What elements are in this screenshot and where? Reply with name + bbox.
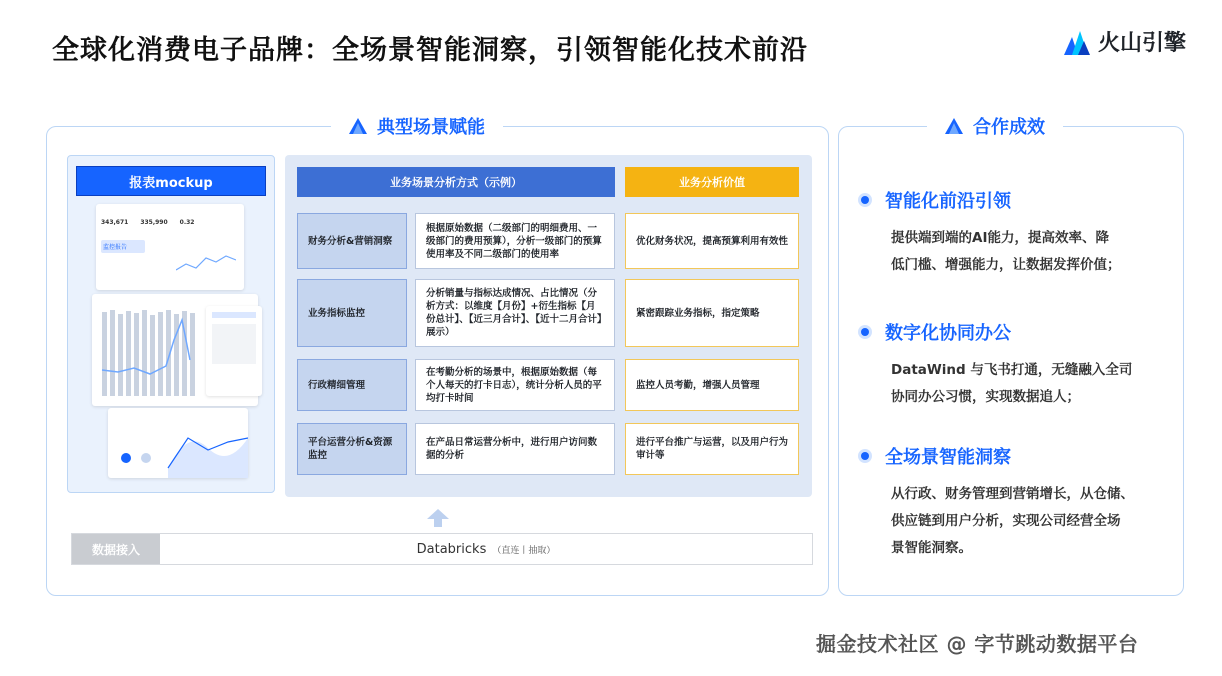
scenario-table <box>285 155 812 497</box>
page-title: 全球化消费电子品牌：全场景智能洞察，引领智能化技术前沿 <box>52 35 808 66</box>
watermark: 掘金技术社区 @ 字节跳动数据平台 <box>816 632 1139 656</box>
mockup-kpi: 343,671 <box>101 219 129 226</box>
data-source-note: （直连丨抽取） <box>492 545 556 556</box>
result-title: 智能化前沿引领 <box>885 191 1011 212</box>
result-line: 提供端到端的AI能力，提高效率、降 <box>891 230 1109 246</box>
table-header-method: 业务场景分析方式（示例） <box>297 167 615 197</box>
mockup-line-chart <box>176 250 236 280</box>
table-row-value: 监控人员考勤，增强人员管理 <box>625 359 799 411</box>
bullet-dot-icon <box>861 452 869 460</box>
volcano-mountain-icon <box>1062 27 1092 57</box>
data-intake-label: 数据接入 <box>72 534 160 564</box>
mockup-header: 报表mockup <box>76 166 266 196</box>
mockup-side-card <box>206 306 262 396</box>
mockup-badge: 监控报告 <box>101 240 145 253</box>
result-item <box>861 187 1171 279</box>
bullet-dot-icon <box>861 196 869 204</box>
scenario-panel <box>46 117 829 596</box>
table-row-description: 根据原始数据（二级部门的明细费用、一级部门的费用预算），分析一级部门的预算使用率及不同二级部门的使用率 <box>415 213 615 269</box>
table-row-description: 在产品日常运营分析中，进行用户访问数据的分析 <box>415 423 615 475</box>
result-item <box>861 319 1171 411</box>
report-mockup <box>67 155 275 493</box>
result-header <box>861 443 1171 469</box>
result-title: 数字化协同办公 <box>885 323 1011 344</box>
result-header <box>861 187 1171 213</box>
table-row-category: 平台运营分析&资源监控 <box>297 423 407 475</box>
mockup-trend-card <box>108 408 248 478</box>
table-row-category: 财务分析&营销洞察 <box>297 213 407 269</box>
table-row-description: 分析销量与指标达成情况、占比情况（分析方式：以维度【月份】+衍生指标【月份总计】、【近三月合计】、【近十二月合计】展示） <box>415 279 615 347</box>
result-line: 低门槛、增强能力，让数据发挥价值； <box>891 257 1121 273</box>
scenario-section-title: 典型场景赋能 <box>377 117 485 138</box>
arrow-up-icon <box>427 509 449 527</box>
triangle-icon <box>945 118 963 134</box>
table-row-value: 紧密跟踪业务指标，指定策略 <box>625 279 799 347</box>
table-row-value: 优化财务状况，提高预算利用有效性 <box>625 213 799 269</box>
mockup-area-chart <box>108 408 248 478</box>
mockup-kpi: 0.32 <box>179 219 195 226</box>
scenario-section-header <box>331 113 503 139</box>
result-line: 从行政、财务管理到营销增长，从仓储、 <box>891 486 1134 502</box>
result-line: 供应链到用户分析，实现公司经营全场 <box>891 513 1121 529</box>
results-section-header <box>927 113 1063 139</box>
data-source-name: Databricks <box>416 541 487 557</box>
results-panel <box>838 117 1184 596</box>
data-intake-source <box>160 534 812 564</box>
result-body <box>891 225 1171 279</box>
table-row-description: 在考勤分析的场景中，根据原始数据（每个人每天的打卡日志），统计分析人员的平均打卡时间 <box>415 359 615 411</box>
table-row-category: 行政精细管理 <box>297 359 407 411</box>
mockup-kpi: 335,990 <box>140 219 168 226</box>
logo-text: 火山引擎 <box>1098 31 1187 56</box>
table-header-value: 业务分析价值 <box>625 167 799 197</box>
results-section-title: 合作成效 <box>973 117 1045 138</box>
result-line: 景智能洞察。 <box>891 540 972 556</box>
brand-logo <box>1062 26 1186 57</box>
data-intake-bar <box>71 533 813 565</box>
result-item <box>861 443 1171 562</box>
mockup-dashboard-card <box>96 204 244 290</box>
table-row-value: 进行平台推广与运营，以及用户行为审计等 <box>625 423 799 475</box>
result-body <box>891 481 1171 562</box>
triangle-icon <box>349 118 367 134</box>
result-title: 全场景智能洞察 <box>885 447 1011 468</box>
bullet-dot-icon <box>861 328 869 336</box>
result-line: DataWind 与飞书打通，无缝融入全司 <box>891 362 1133 378</box>
result-line: 协同办公习惯，实现数据追人； <box>891 389 1080 405</box>
result-body <box>891 357 1171 411</box>
result-header <box>861 319 1171 345</box>
table-row-category: 业务指标监控 <box>297 279 407 347</box>
